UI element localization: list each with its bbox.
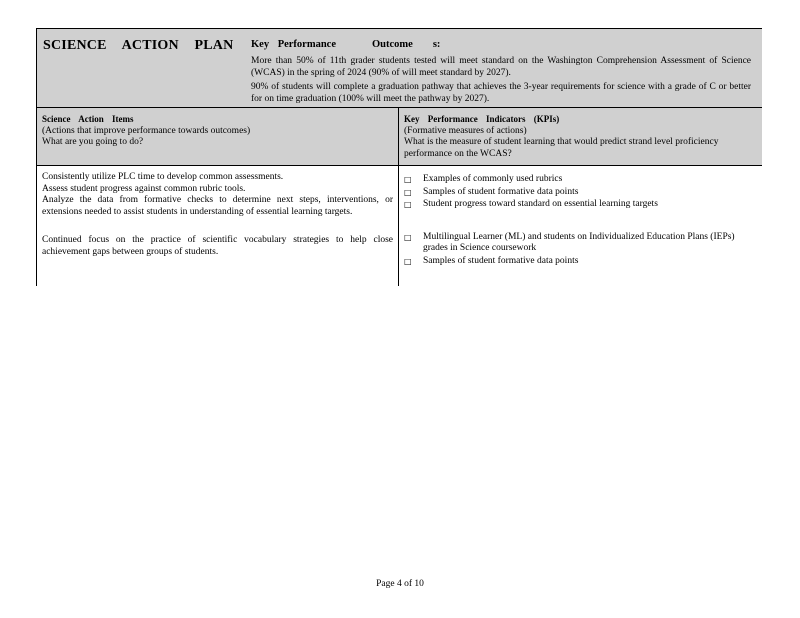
action-items-column-header — [36, 108, 399, 166]
action-items-cell — [36, 166, 399, 286]
kpi-item — [404, 199, 757, 211]
checkbox-bullet-icon: □ — [404, 187, 412, 197]
kpi-question: What is the measure of student learning that would predict strand level proficiency performance on the WCAS? — [404, 137, 719, 159]
kpi-text: Samples of student formative data points — [423, 255, 579, 266]
key-performance-outcomes-heading — [251, 39, 440, 50]
action-item: Analyze the data from formative checks to determine next steps, interventions, or extensions needed to assist students in understanding of essential learning targets. — [42, 195, 393, 217]
action-items-question: What are you going to do? — [42, 137, 144, 147]
outcome-statement: More than 50% of 11th grader students tested will meet standard on the Washington Comprehension Assessment of Science (WCAS) in the spring of 2024 (90% of will meet standard by 2027). — [251, 56, 751, 78]
kpo-heading-part3: s: — [432, 39, 441, 50]
action-item: Consistently utilize PLC time to develop common assessments. — [42, 172, 284, 182]
kpi-label: Key Performance Indicators (KPIs) — [404, 114, 560, 124]
plan-header — [36, 28, 762, 108]
kpi-text: Examples of commonly used rubrics — [423, 174, 563, 184]
kpi-text: Samples of student formative data points — [423, 186, 579, 197]
checkbox-bullet-icon: □ — [404, 232, 412, 242]
action-items-subtitle: (Actions that improve performance towards outcomes) — [42, 125, 251, 136]
action-item: Assess student progress against common rubric tools. — [42, 183, 246, 194]
outcome-statement: 90% of students will complete a graduation pathway that achieves the 3-year requirements for science with a grade of C or better for on time graduation (100% will meet the pathway by 2027). — [251, 82, 751, 104]
kpi-item — [404, 174, 757, 186]
plan-title: SCIENCE ACTION PLAN — [43, 38, 234, 53]
page-number: Page 4 of 10 — [376, 579, 424, 589]
kpi-column-header — [399, 108, 762, 166]
kpi-cell — [399, 166, 762, 286]
kpi-text: Student progress toward standard on essential learning targets — [423, 199, 658, 209]
kpi-item — [404, 232, 757, 255]
kpo-heading-part2: Outcome — [372, 39, 413, 50]
kpo-heading-part1: Key Performance — [251, 39, 337, 50]
kpi-text: Multilingual Learner (ML) and students on Individualized Education Plans (IEPs) grades in Science coursework — [423, 231, 735, 253]
checkbox-bullet-icon: □ — [404, 175, 412, 184]
action-items-label: Science Action Items — [42, 114, 134, 124]
kpi-item — [404, 187, 757, 199]
kpi-item — [404, 256, 757, 268]
checkbox-bullet-icon: □ — [404, 200, 412, 209]
checkbox-bullet-icon: □ — [404, 256, 412, 266]
kpi-subtitle: (Formative measures of actions) — [404, 125, 527, 136]
action-item: Continued focus on the practice of scientific vocabulary strategies to help close achievement gaps between groups of students. — [42, 235, 393, 257]
